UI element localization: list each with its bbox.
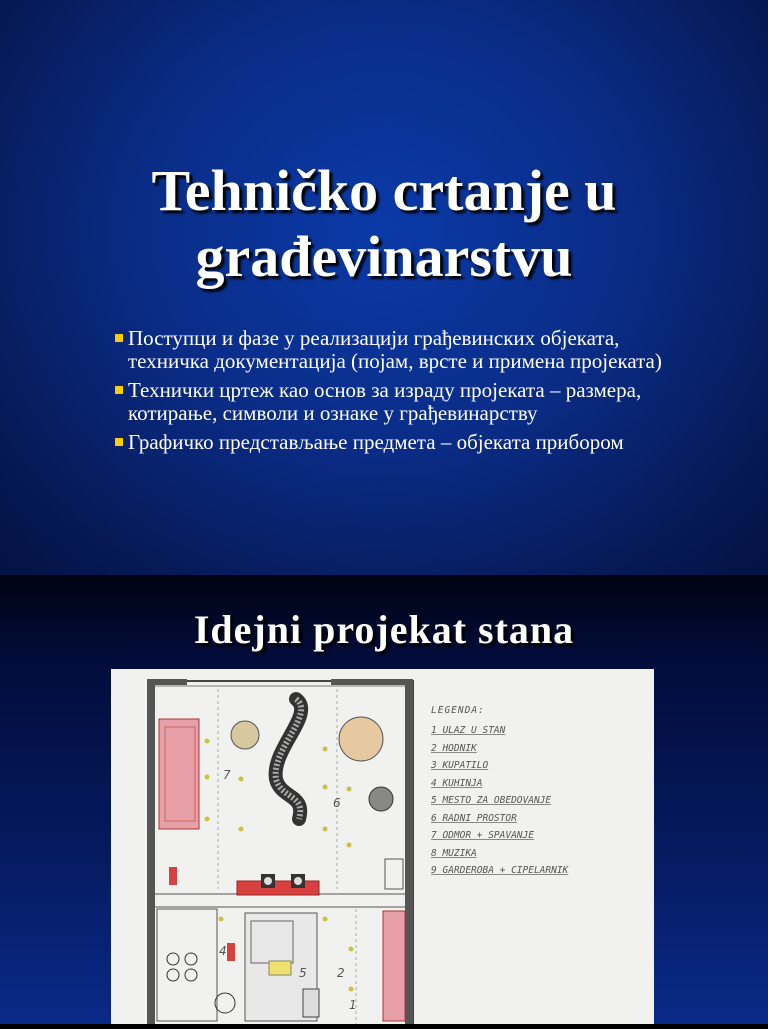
bullet-square-icon (115, 438, 123, 446)
floor-plan-drawing (111, 669, 654, 1024)
legend-item: 4 KUHINJA (431, 777, 483, 789)
room-number: 5 (299, 966, 307, 980)
room-number: 4 (219, 944, 227, 958)
bullet-text: Поступци и фазе у реализацији грађевинских објеката, техничка документација (појам, врсте и примена пројеката) (128, 326, 662, 373)
slide-2 (0, 576, 768, 1024)
bullet-text: Графичко представљање предмета – објеката прибором (128, 430, 624, 454)
legend-item: 8 MUZIKA (431, 847, 477, 859)
legend-title: LEGENDA: (431, 705, 485, 716)
slide-title (0, 158, 768, 290)
bullet-item (114, 379, 674, 425)
room-number: 2 (337, 966, 345, 980)
legend-item: 3 KUPATILO (431, 760, 489, 771)
floor-plan-sketch (111, 669, 654, 1024)
title-line-1: Tehničko crtanje u (151, 158, 617, 223)
bullet-text: Технички цртеж као основ за израду пројеката – размера, котирање, символи и ознаке у грађевинарству (128, 378, 642, 425)
bullet-list (114, 327, 674, 460)
slide-title: Idejni projekat stana (193, 607, 575, 652)
legend-item: 1 ULAZ U STAN (431, 725, 506, 736)
title-line-2: građevinarstvu (195, 224, 573, 289)
legend-item: 5 MESTO ZA OBEDOVANJE (431, 795, 552, 806)
bullet-item (114, 327, 674, 373)
legend-item: 7 ODMOR + SPAVANJE (431, 830, 534, 841)
bullet-item (114, 431, 674, 454)
legend-item: 9 GARDEROBA + CIPELARNIK (431, 865, 569, 876)
room-number: 6 (333, 796, 341, 810)
legend-item: 6 RADNI PROSTOR (431, 812, 517, 824)
bullet-square-icon (115, 334, 123, 342)
room-number: 7 (223, 768, 231, 782)
bullet-square-icon (115, 386, 123, 394)
drawing-legend (431, 705, 568, 880)
legend-item: 2 HODNIK (431, 742, 477, 754)
room-number: 1 (349, 998, 357, 1012)
